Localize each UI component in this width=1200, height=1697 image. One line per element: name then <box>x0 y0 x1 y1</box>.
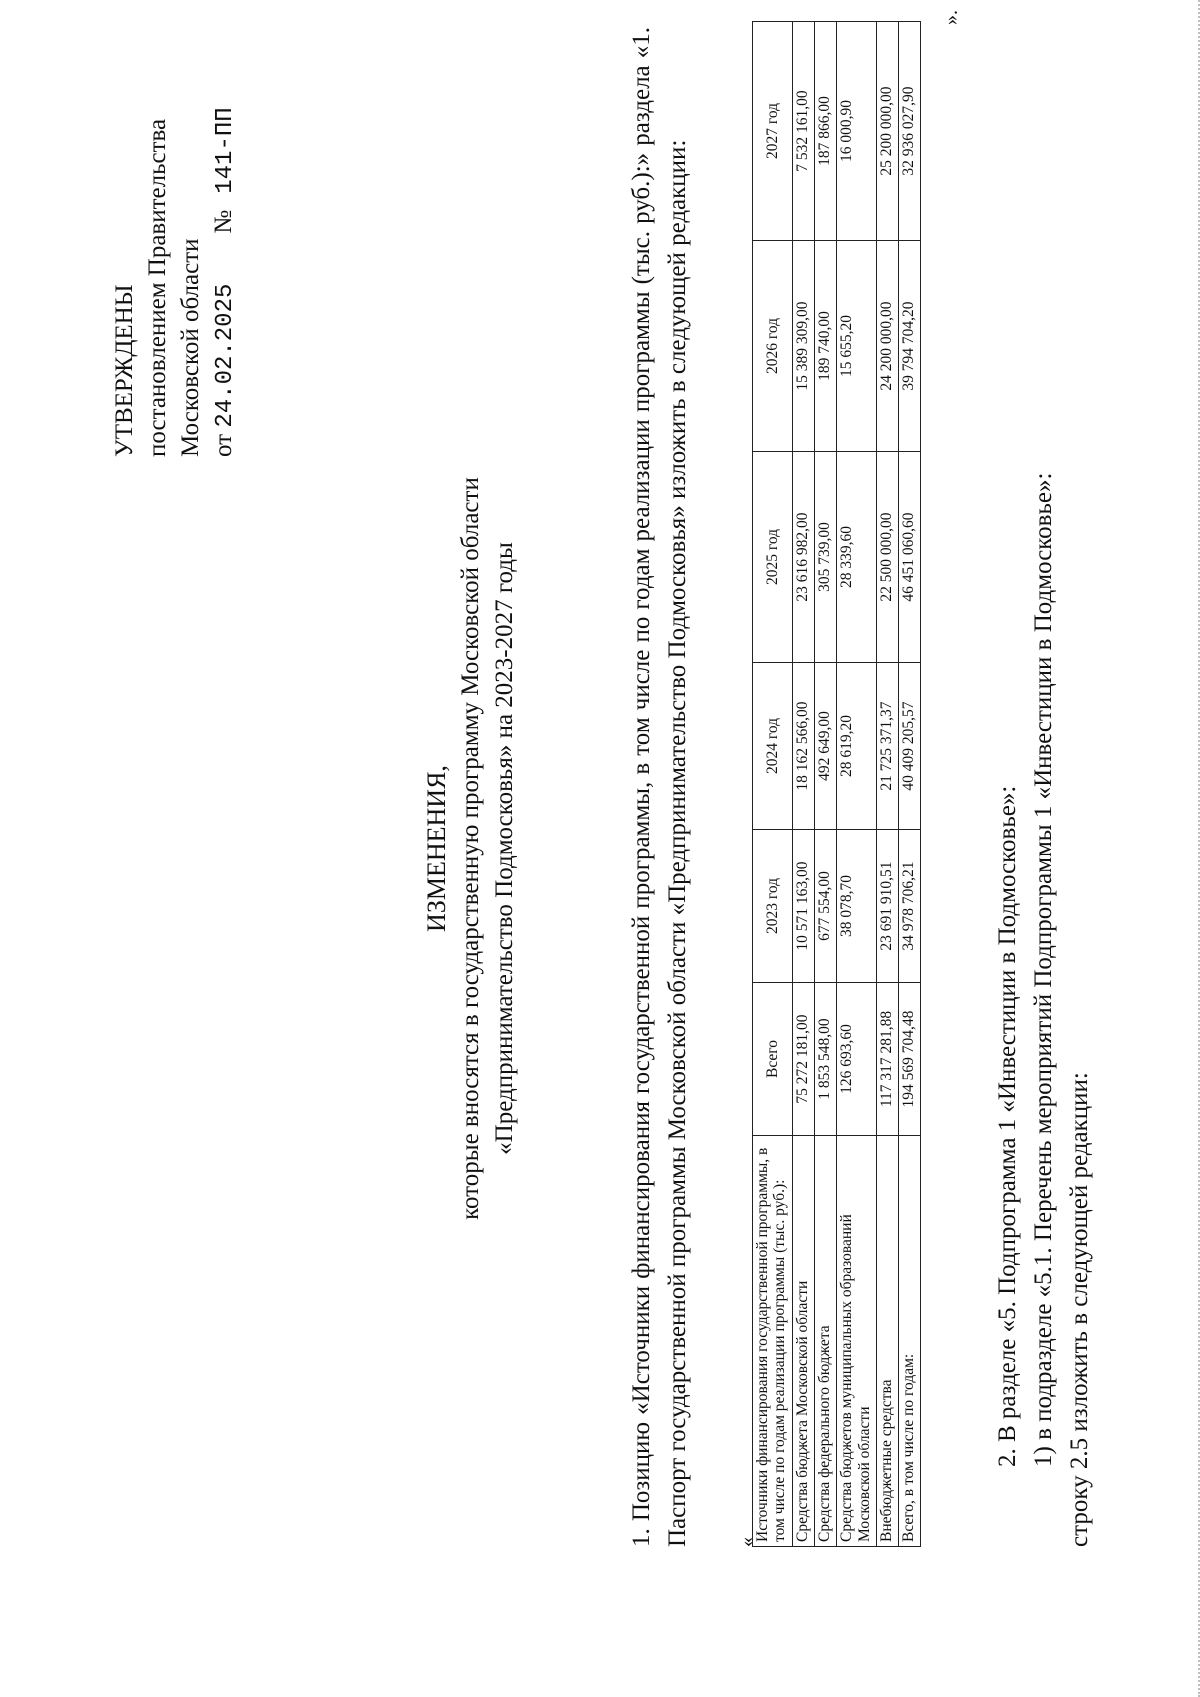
table-row <box>877 22 899 1547</box>
cell-2026: 189 740,00 <box>815 241 837 452</box>
cell-total: 117 317 281,88 <box>877 983 899 1136</box>
cell-2025: 46 451 060,60 <box>899 452 921 663</box>
approval-stamp <box>108 37 242 457</box>
cell-2023: 10 571 163,00 <box>793 830 815 983</box>
cell-2024: 28 619,20 <box>837 663 877 830</box>
cell-2026: 39 794 704,20 <box>899 241 921 452</box>
cell-2025: 22 500 000,00 <box>877 452 899 663</box>
approval-title: УТВЕРЖДЕНЫ <box>111 284 138 457</box>
row-label: Средства бюджета Московской области <box>793 1136 815 1547</box>
cell-total: 1 853 548,00 <box>815 983 837 1136</box>
header-2025: 2025 год <box>753 452 793 663</box>
cell-2026: 24 200 000,00 <box>877 241 899 452</box>
cell-2024: 40 409 205,57 <box>899 663 921 830</box>
document-heading: ИЗМЕНЕНИЯ, <box>422 765 451 932</box>
cell-2027: 187 866,00 <box>815 22 837 241</box>
approval-line-3: Московской области <box>177 238 204 457</box>
cell-2023: 23 691 910,51 <box>877 830 899 983</box>
approval-date-line <box>207 37 242 457</box>
cell-2026: 15 655,20 <box>837 241 877 452</box>
date-prefix: от <box>210 433 237 457</box>
row-label: Внебюджетные средства <box>877 1136 899 1547</box>
header-2026: 2026 год <box>753 241 793 452</box>
cell-2025: 23 616 982,00 <box>793 452 815 663</box>
document-subtitle-line-2: «Предпринимательство Подмосковья» на 2023-2027 годы <box>491 542 518 1155</box>
cell-2027: 16 000,90 <box>837 22 877 241</box>
section-2-line-1: 2. В разделе «5. Подпрограмма 1 «Инвестиции в Подмосковье»: <box>994 785 1021 1467</box>
header-2023: 2023 год <box>753 830 793 983</box>
cell-2027: 7 532 161,00 <box>793 22 815 241</box>
header-source: Источники финансирования государственной программы, в том числе по годам реализации программы (тыс. руб.): <box>753 1136 793 1547</box>
cell-2024: 21 725 371,37 <box>877 663 899 830</box>
cell-2027: 32 936 027,90 <box>899 22 921 241</box>
document-subtitle-line-1: которые вносятся в государственную программу Московской области <box>457 477 484 1220</box>
cell-total: 75 272 181,00 <box>793 983 815 1136</box>
section-2 <box>990 27 1098 1547</box>
document-title-block <box>420 0 522 1697</box>
cell-total: 194 569 704,48 <box>899 983 921 1136</box>
cell-2025: 305 739,00 <box>815 452 837 663</box>
cell-2023: 34 978 706,21 <box>899 830 921 983</box>
quote-open-mark: « <box>736 1537 758 1547</box>
number-sign: № <box>210 209 237 234</box>
approval-number: 141-ПП <box>212 107 239 194</box>
row-label: Средства бюджетов муниципальных образований Московской области <box>837 1136 877 1547</box>
cell-2025: 28 339,60 <box>837 452 877 663</box>
cell-2023: 677 554,00 <box>815 830 837 983</box>
table-row <box>815 22 837 1547</box>
table-row <box>837 22 877 1547</box>
table-header-row <box>753 22 793 1547</box>
table-row-total <box>899 22 921 1547</box>
cell-2027: 25 200 000,00 <box>877 22 899 241</box>
approval-line-2: постановлением Правительства <box>144 118 171 457</box>
header-2027: 2027 год <box>753 22 793 241</box>
approval-date: 24.02.2025 <box>212 283 239 428</box>
financing-table <box>752 21 921 1547</box>
section-2-line-2: 1) в подразделе «5.1. Перечень мероприятий Подпрограммы 1 «Инвестиции в Подмосковье»: <box>1030 472 1057 1467</box>
cell-2024: 492 649,00 <box>815 663 837 830</box>
header-2024: 2024 год <box>753 663 793 830</box>
row-label: Всего, в том числе по годам: <box>899 1136 921 1547</box>
cell-2023: 38 078,70 <box>837 830 877 983</box>
cell-2024: 18 162 566,00 <box>793 663 815 830</box>
quote-close-mark: ». <box>940 10 962 25</box>
table-row <box>793 22 815 1547</box>
cell-2026: 15 389 309,00 <box>793 241 815 452</box>
paragraph-1: 1. Позицию «Источники финансирования государственной программы, в том числе по годам реализации программы (тыс. руб.):» раздела «1. Паспорт государственной программы Московской области «Предпринимательство Подмосковья» изложить в следующей редакции: <box>628 27 691 1547</box>
row-label: Средства федерального бюджета <box>815 1136 837 1547</box>
section-2-line-3: строку 2.5 изложить в следующей редакции: <box>1066 1072 1093 1547</box>
header-total: Всего <box>753 983 793 1136</box>
cell-total: 126 693,60 <box>837 983 877 1136</box>
